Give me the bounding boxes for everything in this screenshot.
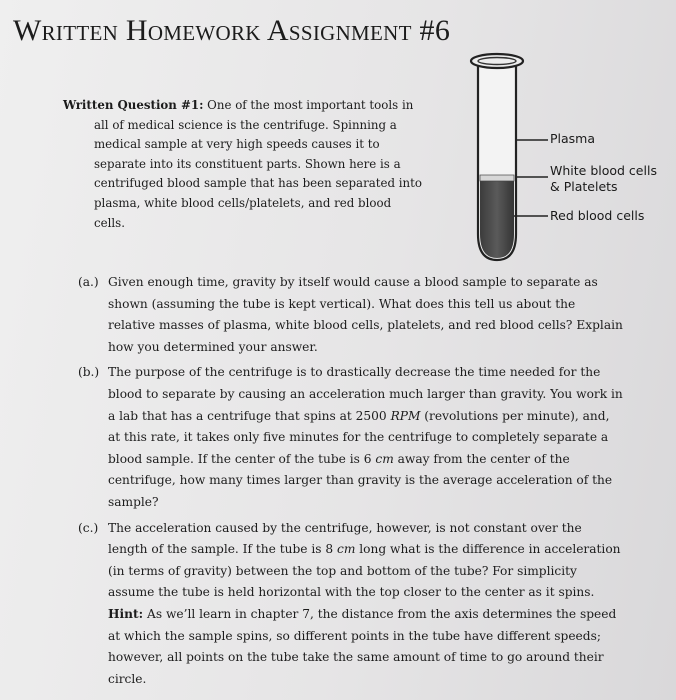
part-b-text-2: (revolutions per minute), and, at this rate, it takes only five minutes for the centrifuge to completely separate a blood sample. If the center of the tube is 6	[108, 408, 610, 466]
rbc-label: Red blood cells	[550, 208, 645, 223]
part-a	[78, 272, 623, 358]
wbc-label-line-1: White blood cells	[550, 163, 657, 178]
part-b-text	[108, 362, 623, 513]
question-text: One of the most important tools in all of medical science is the centrifuge. Spinning a medical sample at very high speeds causes it to separate into its constituent parts. Shown here is a centrifuged blood sample that has been separated into plasma, white blood cells/platelets, and red blood cells.	[94, 98, 422, 230]
test-tube-drawing	[458, 48, 673, 273]
cm-unit: cm	[337, 542, 356, 557]
part-c-text	[108, 518, 623, 691]
test-tube-figure	[458, 48, 673, 273]
wbc-label	[550, 163, 657, 195]
question-label: Written Question #1:	[63, 98, 204, 112]
part-b-marker: (b.)	[78, 365, 100, 380]
rpm-unit: RPM	[390, 408, 421, 423]
part-b-text-3: away from the center of the centrifuge, how many times larger than gravity is the average acceleration of the sample?	[108, 451, 613, 509]
part-c-text-1: The acceleration caused by the centrifuge, however, is not constant over the length of the sample. If the tube is 8	[108, 520, 582, 557]
plasma-label: Plasma	[550, 131, 596, 146]
question-paragraph	[63, 96, 423, 233]
wbc-layer	[480, 175, 514, 181]
question-parts	[78, 272, 623, 694]
part-a-marker: (a.)	[78, 275, 99, 289]
part-c-marker: (c.)	[78, 520, 99, 535]
question-intro	[63, 96, 423, 233]
rbc-layer	[480, 180, 514, 258]
page-title: Written Homework Assignment #6	[13, 14, 451, 47]
hint-label: Hint:	[108, 606, 144, 621]
part-b	[78, 362, 623, 513]
cm-unit: cm	[375, 451, 394, 466]
wbc-label-line-2: & Platelets	[550, 179, 618, 194]
part-b-text-1: The purpose of the centrifuge is to drastically decrease the time needed for the blood to separate by causing an acceleration much larger than gravity. You work in a lab that has a centrifuge that spins at 2500	[108, 365, 623, 423]
part-a-text: Given enough time, gravity by itself would cause a blood sample to separate as shown (assuming the tube is kept vertical). What does this tell us about the relative masses of plasma, white blood cells, platelets, and red blood cells? Explain how you determined your answer.	[108, 275, 623, 354]
part-c	[78, 518, 623, 691]
part-c-text-3: As we’ll learn in chapter 7, the distance from the axis determines the speed at which the sample spins, so different points in the tube have different speeds; however, all points on the tube take the same amount of time to go around their circle.	[108, 606, 617, 686]
part-c-text-2: long what is the difference in acceleration (in terms of gravity) between the top and bottom of the tube? For simplicity assume the tube is held horizontal with the top closer to the center as it spins.	[108, 542, 621, 600]
tube-rim	[471, 54, 523, 68]
